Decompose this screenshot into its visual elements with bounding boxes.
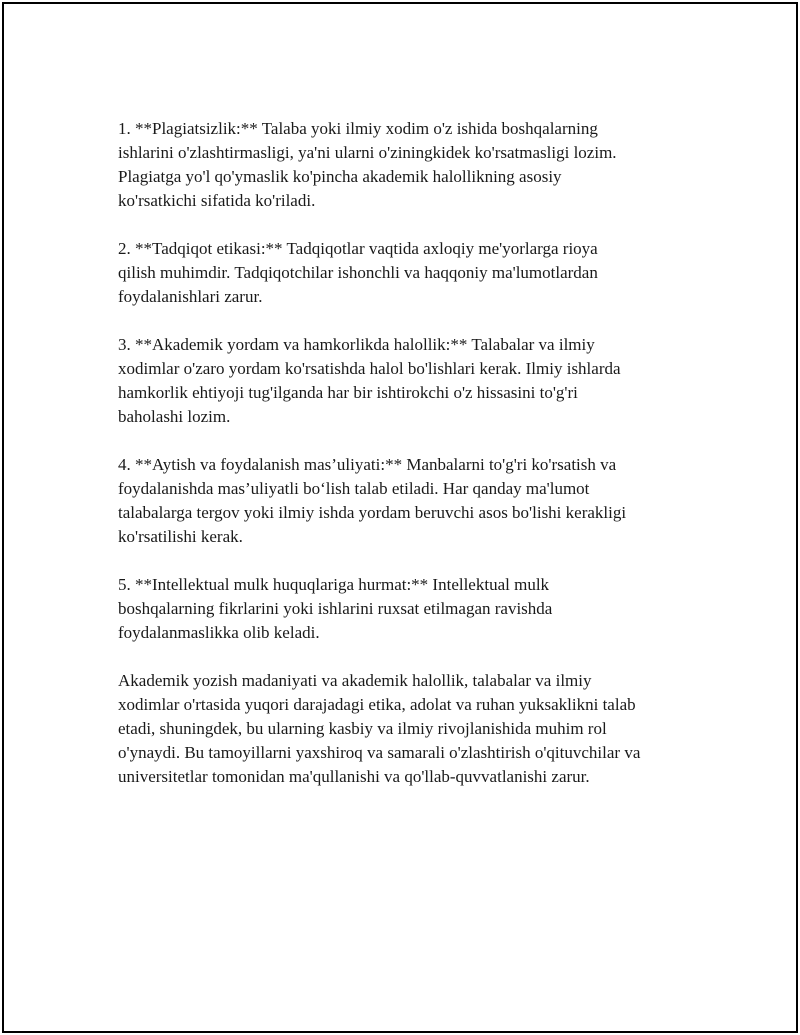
text-line: foydalanishlari zarur. [118,287,263,306]
text-line: 5. **Intellektual mulk huquqlariga hurmat:** Intellektual mulk [118,575,550,594]
text-line: talabalarga tergov yoki ilmiy ishda yordam beruvchi asos bo'lishi kerakligi [118,503,627,522]
text-line: boshqalarning fikrlarini yoki ishlarini ruxsat etilmagan ravishda [118,599,553,618]
text-line: ishlarini o'zlashtirmasligi, ya'ni ularni o'ziningkidek ko'rsatmasligi lozim. [118,143,617,162]
paragraph-conclusion [118,669,690,789]
text-line: 1. **Plagiatsizlik:** Talaba yoki ilmiy xodim o'z ishida boshqalarning [118,119,598,138]
text-line: hamkorlik ehtiyoji tug'ilganda har bir ishtirokchi o'z hissasini to'g'ri [118,383,578,402]
text-line: 3. **Akademik yordam va hamkorlikda halollik:** Talabalar va ilmiy [118,335,595,354]
text-line: etadi, shuningdek, bu ularning kasbiy va ilmiy rivojlanishida muhim rol [118,719,607,738]
text-line: Plagiatga yo'l qo'ymaslik ko'pincha akademik halollikning asosiy [118,167,562,186]
text-line: 2. **Tadqiqot etikasi:** Tadqiqotlar vaqtida axloqiy me'yorlarga rioya [118,239,598,258]
text-line: universitetlar tomonidan ma'qullanishi va qo'llab-quvvatlanishi zarur. [118,767,590,786]
text-line: foydalanishda mas’uliyatli bo‘lish talab etiladi. Har qanday ma'lumot [118,479,590,498]
text-line: Akademik yozish madaniyati va akademik halollik, talabalar va ilmiy [118,671,592,690]
paragraph-akademik-yordam [118,333,690,429]
text-line: 4. **Aytish va foydalanish mas’uliyati:** Manbalarni to'g'ri ko'rsatish va [118,455,617,474]
paragraph-tadqiqot-etikasi [118,237,690,309]
text-line: ko'rsatkichi sifatida ko'riladi. [118,191,316,210]
text-line: o'ynaydi. Bu tamoyillarni yaxshiroq va samarali o'zlashtirish o'qituvchilar va [118,743,641,762]
text-line: qilish muhimdir. Tadqiqotchilar ishonchli va haqqoniy ma'lumotlardan [118,263,598,282]
text-line: xodimlar o'rtasida yuqori darajadagi etika, adolat va ruhan yuksaklikni talab [118,695,636,714]
text-line: ko'rsatilishi kerak. [118,527,243,546]
text-line: baholashi lozim. [118,407,231,426]
document-body [118,117,690,789]
paragraph-plagiatsizlik [118,117,690,213]
paragraph-intellektual-mulk [118,573,690,645]
text-line: xodimlar o'zaro yordam ko'rsatishda halol bo'lishlari kerak. Ilmiy ishlarda [118,359,621,378]
paragraph-masuliyat [118,453,690,549]
text-line: foydalanmaslikka olib keladi. [118,623,320,642]
